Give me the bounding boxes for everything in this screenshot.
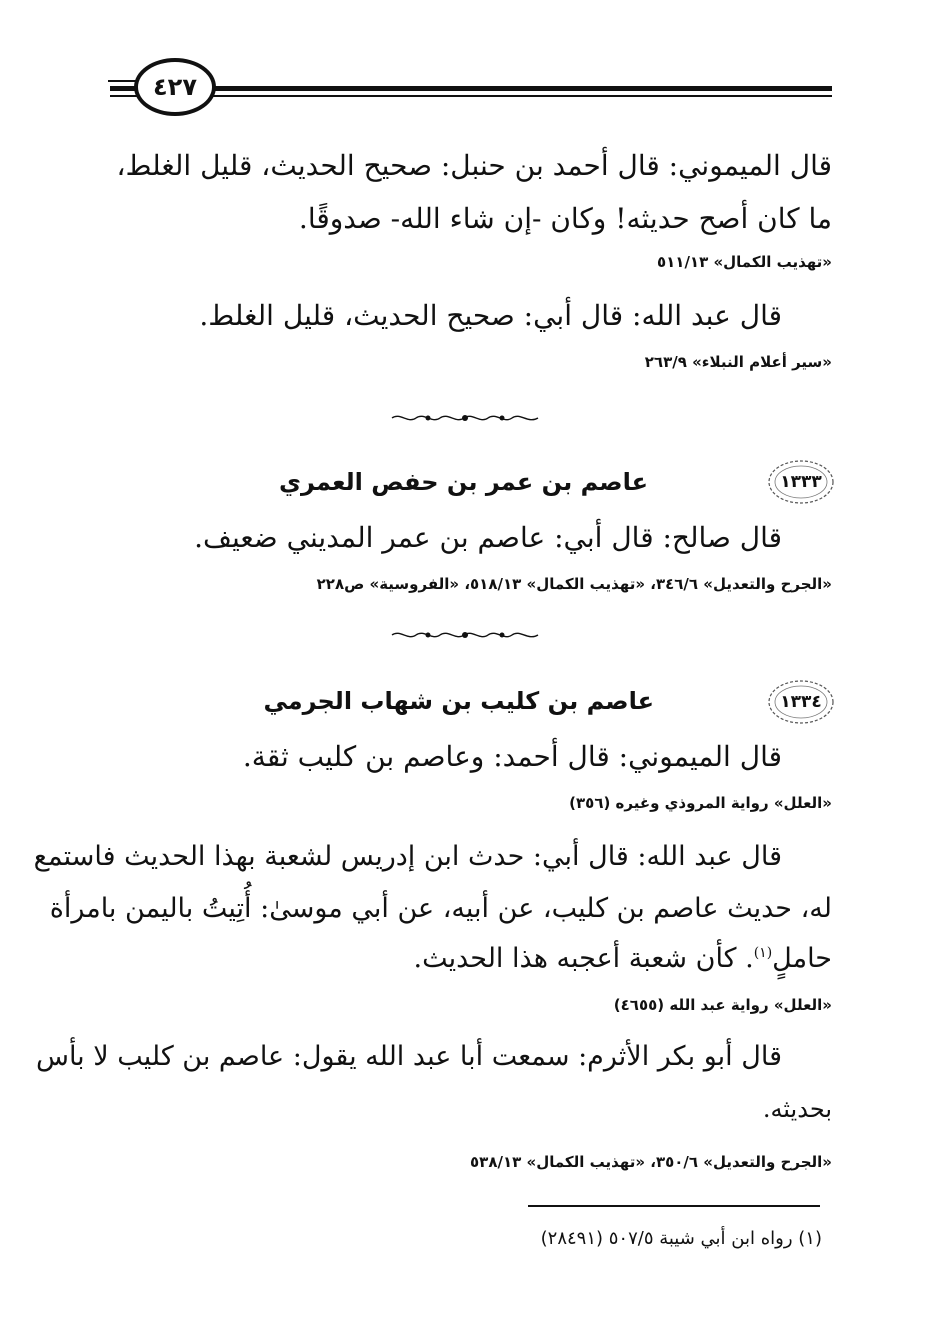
entry-number-medallion <box>765 678 837 726</box>
text-line-content: ما كان أصح حديثه! وكان -إن شاء الله- صدوقًا. <box>298 202 832 235</box>
page-number-badge <box>134 58 216 116</box>
header-rule-thick <box>110 86 832 91</box>
source-citation: «العلل» رواية عبد الله (٤٦٥٥) <box>613 996 832 1014</box>
footnote-rule <box>528 1205 820 1207</box>
text-line-content: قال الميموني: قال أحمد بن حنبل: صحيح الحديث، قليل الغلط، <box>116 149 832 182</box>
text-line <box>50 895 832 922</box>
footnote-text: رواه ابن أبي شيبة ٥٠٧/٥ (٢٨٤٩١) <box>540 1228 793 1249</box>
text-line <box>34 843 782 870</box>
text-line <box>242 740 782 773</box>
entry-number: ١٣٣٣ <box>780 472 822 492</box>
ornament-divider <box>390 410 540 426</box>
source-citation: «الجرح والتعديل» ٣٥٠/٦، «تهذيب الكمال» ٥٣٨/١٣ <box>470 1153 832 1171</box>
text-line <box>763 1097 832 1121</box>
text-line <box>36 1043 782 1070</box>
footnote-ref[interactable]: (١) <box>753 945 773 961</box>
text-line-content: قال صالح: قال أبي: عاصم بن عمر المديني ضعيف. <box>194 521 782 554</box>
text-line <box>116 149 832 182</box>
footnote-marker: (١) <box>798 1228 822 1249</box>
text-line <box>298 202 832 235</box>
text-line-content: له، حديث عاصم بن كليب، عن أبيه، عن أبي موسىٰ: أُتِيتُ باليمن بامرأة <box>49 893 832 924</box>
ornament-divider <box>390 627 540 643</box>
text-line-content: . كأن شعبة أعجبه هذا الحديث. <box>413 943 754 974</box>
entry-title: عاصم بن كليب بن شهاب الجرمي <box>263 687 654 715</box>
text-line-content: قال الميموني: قال أحمد: وعاصم بن كليب ثقة. <box>242 740 782 773</box>
header-rule-thin <box>110 95 832 97</box>
source-citation: «سير أعلام النبلاء» ٢٦٣/٩ <box>644 353 832 371</box>
text-line-content: حاملٍ <box>772 943 832 974</box>
footnote <box>541 1228 822 1249</box>
text-line-content: قال عبد الله: قال أبي: صحيح الحديث، قليل الغلط. <box>199 299 782 332</box>
entry-number-medallion <box>765 458 837 506</box>
entry-number: ١٣٣٤ <box>780 692 822 712</box>
text-line-content: بحديثه. <box>762 1095 832 1123</box>
source-citation: «الجرح والتعديل» ٣٤٦/٦، «تهذيب الكمال» ٥١٨/١٣، «الفروسية» ص٢٢٨ <box>316 575 832 593</box>
text-line-content: قال عبد الله: قال أبي: حدث ابن إدريس لشعبة بهذا الحديث فاستمع <box>33 841 782 872</box>
source-citation: «العلل» رواية المروذي وغيره (٣٥٦) <box>569 794 832 812</box>
text-line-content: قال أبو بكر الأثرم: سمعت أبا عبد الله يقول: عاصم بن كليب لا بأس <box>35 1041 782 1072</box>
text-line <box>194 521 782 554</box>
text-line <box>199 299 782 332</box>
page-number: ٤٢٧ <box>153 73 197 101</box>
text-line <box>414 945 833 972</box>
entry-title: عاصم بن عمر بن حفص العمري <box>279 468 648 496</box>
source-citation: «تهذيب الكمال» ٥١١/١٣ <box>656 253 832 271</box>
